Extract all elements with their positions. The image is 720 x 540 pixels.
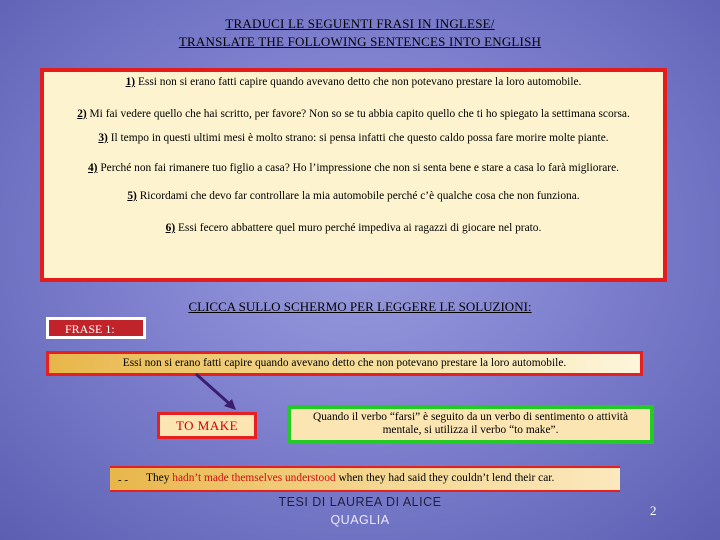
frase-label: FRASE 1: xyxy=(46,317,146,339)
sentence-text: Ricordami che devo far controllare la mia automobile perché c’è qualche cosa che non funziona. xyxy=(136,190,580,202)
sentence-number: 4) xyxy=(87,162,98,174)
footer-line-2: QUAGLIA xyxy=(330,513,390,527)
sentence-3 xyxy=(44,132,663,144)
footer-line-1: TESI DI LAUREA DI ALICE xyxy=(278,495,442,509)
sentences-box xyxy=(40,68,667,282)
dashes: - - xyxy=(118,474,129,486)
sentence-number: 1) xyxy=(125,76,136,88)
sentence-text: Il tempo in questi ultimi mesi è molto strano: si pensa infatti che questo caldo possa fare morire molte piante. xyxy=(107,132,609,144)
verb-box: TO MAKE xyxy=(157,412,257,439)
translation-bar xyxy=(110,466,620,492)
arrow-icon xyxy=(190,372,250,417)
title-line-2: TRANSLATE THE FOLLOWING SENTENCES INTO ENGLISH xyxy=(178,34,542,49)
sentence-4 xyxy=(44,162,663,174)
grammar-note-line-1: Quando il verbo “farsi” è seguito da un verbo di sentimento o attività xyxy=(312,411,629,423)
click-for-solutions-link[interactable]: CLICCA SULLO SCHERMO PER LEGGERE LE SOLUZIONI: xyxy=(188,299,532,314)
sentence-number: 2) xyxy=(77,108,87,120)
sentence-number: 6) xyxy=(165,222,176,234)
grammar-note xyxy=(287,405,654,444)
sentence-text: Essi fecero abbattere quel muro perché impediva ai ragazzi di giocare nel prato. xyxy=(175,222,542,234)
sentence-2 xyxy=(44,108,663,120)
translation-highlight: hadn’t made themselves understood xyxy=(172,472,336,484)
translation-part-1: They xyxy=(146,472,173,484)
page-number: 2 xyxy=(650,503,657,518)
sentence-6 xyxy=(44,222,663,234)
sentence-1 xyxy=(44,76,663,88)
title-line-1: TRADUCI LE SEGUENTI FRASI IN INGLESE/ xyxy=(225,16,495,31)
grammar-note-line-2: mentale, si utilizza il verbo “to make”. xyxy=(382,424,559,436)
sentence-number: 3) xyxy=(98,132,108,144)
sentence-5 xyxy=(44,190,663,202)
translation-part-3: when they had said they couldn’t lend their car. xyxy=(335,472,555,484)
answer-sentence: Essi non si erano fatti capire quando avevano detto che non potevano prestare la loro automobile. xyxy=(46,351,643,376)
sentence-text: Perché non fai rimanere tuo figlio a casa? Ho l’impressione che non si senta bene e stare a casa lo farà migliorare. xyxy=(97,162,620,174)
sentence-text: Mi fai vedere quello che hai scritto, per favore? Non so se tu abbia capito quello che ti ho spiegato la settimana scorsa. xyxy=(86,108,630,120)
sentence-number: 5) xyxy=(127,190,137,202)
sentence-text: Essi non si erano fatti capire quando avevano detto che non potevano prestare la loro automobile. xyxy=(135,76,582,88)
